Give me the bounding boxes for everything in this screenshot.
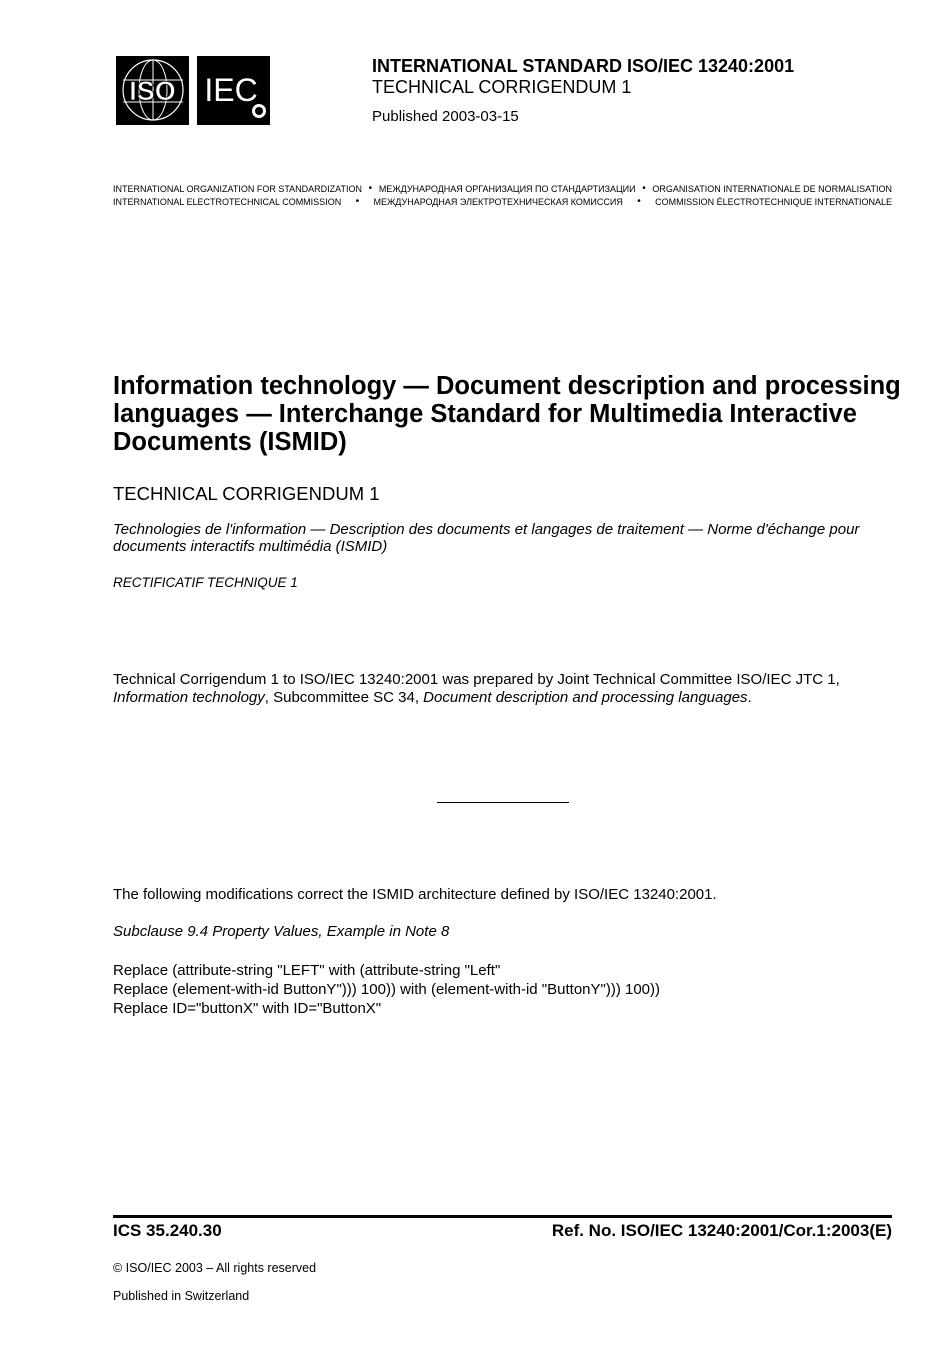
org-iec-ru: МЕЖДУНАРОДНАЯ ЭЛЕКТРОТЕХНИЧЕСКАЯ КОМИССИЯ [373, 196, 623, 207]
bullet-separator: • [637, 196, 641, 207]
org-iec-en: INTERNATIONAL ELECTROTECHNICAL COMMISSION [113, 196, 342, 207]
org-iso-en: INTERNATIONAL ORGANIZATION FOR STANDARDIZATION [113, 183, 363, 194]
org-iso-ru: МЕЖДУНАРОДНАЯ ОРГАНИЗАЦИЯ ПО СТАНДАРТИЗАЦИИ [378, 183, 636, 194]
document-title: Information technology — Document description and processing languages — Interchange Standard for Multimedia Interactive Documents (ISMID) [113, 372, 901, 456]
organization-line-2 [113, 196, 892, 207]
prep-italic-1: Information technology [113, 689, 265, 706]
iso-logo [116, 56, 189, 125]
published-in: Published in Switzerland [113, 1289, 250, 1303]
corrigendum-heading: TECHNICAL CORRIGENDUM 1 [113, 483, 380, 504]
iec-logo [197, 56, 270, 125]
replacement-item: Replace (attribute-string "LEFT" with (attribute-string "Left" [113, 962, 501, 979]
prep-italic-2: Document description and processing languages [423, 689, 748, 706]
published-date: Published 2003-03-15 [372, 108, 519, 125]
iec-logo-text: IEC [204, 72, 258, 108]
replacement-list [113, 961, 660, 1018]
standard-title: INTERNATIONAL STANDARD ISO/IEC 13240:2001 [372, 56, 795, 76]
bullet-separator: • [368, 183, 373, 194]
prep-text-1: Technical Corrigendum 1 to ISO/IEC 13240:2001 was prepared by Joint Technical Committee ISO/IEC JTC 1, [113, 671, 840, 688]
replacement-item: Replace (element-with-id ButtonY"))) 100)) with (element-with-id "ButtonY"))) 100)) [113, 981, 661, 998]
iso-logo-text: ISO [129, 76, 176, 106]
reference-number: Ref. No. ISO/IEC 13240:2001/Cor.1:2003(E) [551, 1221, 892, 1240]
section-divider [437, 802, 569, 803]
copyright-notice: © ISO/IEC 2003 – All rights reserved [113, 1261, 317, 1275]
french-corrigendum: RECTIFICATIF TECHNIQUE 1 [113, 575, 298, 590]
replacement-item: Replace ID="buttonX" with ID="ButtonX" [113, 1000, 382, 1017]
subclause-heading: Subclause 9.4 Property Values, Example in Note 8 [113, 923, 450, 940]
prep-text-2: , Subcommittee SC 34, [264, 689, 424, 706]
org-iec-fr: COMMISSION ÉLECTROTECHNIQUE INTERNATIONALE [655, 196, 892, 207]
ics-code: ICS 35.240.30 [113, 1221, 222, 1240]
org-iso-fr: ORGANISATION INTERNATIONALE DE NORMALISATION [652, 183, 892, 194]
preparation-paragraph [113, 671, 903, 707]
prep-text-3: . [747, 689, 752, 706]
footer-rule [113, 1215, 892, 1218]
organization-line-1 [113, 183, 892, 194]
bullet-separator: • [355, 196, 360, 207]
modifications-intro: The following modifications correct the ISMID architecture defined by ISO/IEC 13240:2001. [113, 886, 717, 903]
corrigendum-label: TECHNICAL CORRIGENDUM 1 [372, 77, 632, 97]
french-title: Technologies de l'information — Description des documents et langages de traitement — Norme d'échange pour documents interactifs multimédia (ISMID) [113, 521, 860, 555]
bullet-separator: • [642, 183, 646, 194]
